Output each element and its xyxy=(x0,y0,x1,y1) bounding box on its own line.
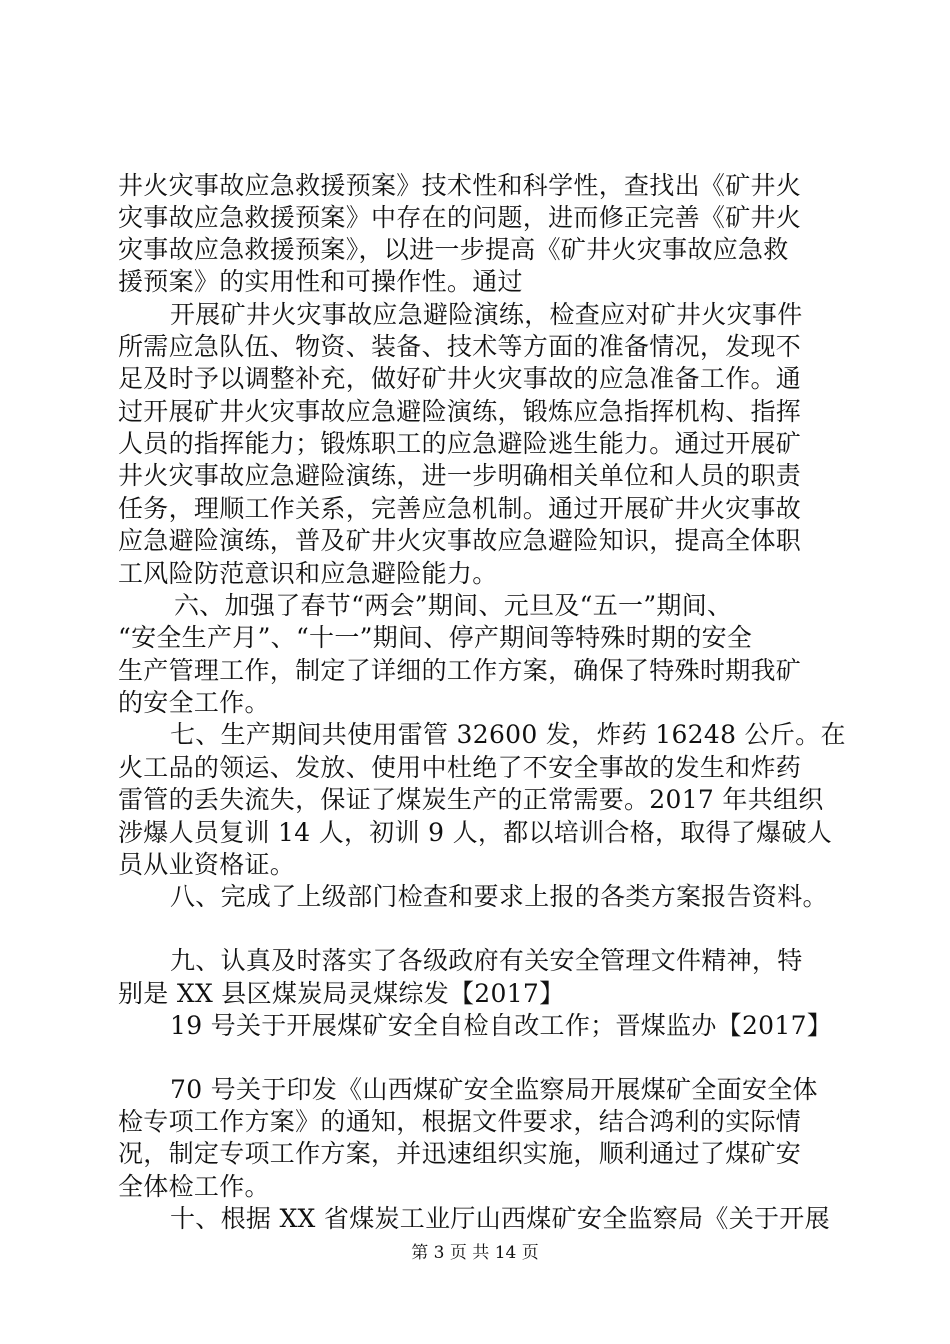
text-line: 所需应急队伍、物资、装备、技术等方面的准备情况，发现不 xyxy=(118,332,802,361)
text-line: 雷管的丢失流失，保证了煤炭生产的正常需要。2017 年共组织 xyxy=(118,785,824,814)
text-line: 井火灾事故应急救援预案》技术性和科学性，查找出《矿井火 xyxy=(118,171,802,200)
text-line: 七、生产期间共使用雷管 32600 发，炸药 16248 公斤。在 xyxy=(170,720,846,749)
text-line: 员从业资格证。 xyxy=(118,850,296,879)
text-line: 火工品的领运、发放、使用中杜绝了不安全事故的发生和炸药 xyxy=(118,753,802,782)
text-line: 检专项工作方案》的通知，根据文件要求，结合鸿利的实际情 xyxy=(118,1107,802,1136)
text-line: 九、认真及时落实了各级政府有关安全管理文件精神，特 xyxy=(170,946,803,975)
text-line: 六、加强了春节“两会”期间、元旦及“五一”期间、 xyxy=(174,591,733,620)
text-line: 井火灾事故应急避险演练，进一步明确相关单位和人员的职责 xyxy=(118,461,802,490)
text-line: 应急避险演练，普及矿井火灾事故应急避险知识，提高全体职 xyxy=(118,526,802,555)
text-line: 况，制定专项工作方案，并迅速组织实施，顺利通过了煤矿安 xyxy=(118,1139,802,1168)
text-line: 涉爆人员复训 14 人，初训 9 人，都以培训合格，取得了爆破人 xyxy=(118,818,833,847)
text-line: 足及时予以调整补充，做好矿井火灾事故的应急准备工作。通 xyxy=(118,364,802,393)
text-line: 生产管理工作，制定了详细的工作方案，确保了特殊时期我矿 xyxy=(118,656,802,685)
page-footer: 第 3 页 共 14 页 xyxy=(411,1243,539,1263)
text-line: 十、根据 XX 省煤炭工业厅山西煤矿安全监察局《关于开展 xyxy=(170,1204,830,1233)
text-line: 任务，理顺工作关系，完善应急机制。通过开展矿井火灾事故 xyxy=(118,494,802,523)
text-line: 工风险防范意识和应急避险能力。 xyxy=(118,559,498,588)
text-line: 人员的指挥能力；锻炼职工的应急避险逃生能力。通过开展矿 xyxy=(118,429,802,458)
text-line: 19 号关于开展煤矿安全自检自改工作；晋煤监办【2017】 xyxy=(170,1011,833,1040)
text-line: 的安全工作。 xyxy=(118,688,270,717)
text-line: 70 号关于印发《山西煤矿安全监察局开展煤矿全面安全体 xyxy=(170,1075,818,1104)
text-line: 过开展矿井火灾事故应急避险演练，锻炼应急指挥机构、指挥 xyxy=(118,397,802,426)
text-line: 援预案》的实用性和可操作性。通过 xyxy=(118,267,523,296)
text-line: “安全生产月”、“十一”期间、停产期间等特殊时期的安全 xyxy=(118,623,753,652)
text-line: 八、完成了上级部门检查和要求上报的各类方案报告资料。 xyxy=(170,882,828,911)
text-line: 开展矿井火灾事故应急避险演练，检查应对矿井火灾事件 xyxy=(170,300,803,329)
text-line: 别是 XX 县区煤炭局灵煤综发【2017】 xyxy=(118,979,565,1008)
text-line: 全体检工作。 xyxy=(118,1172,270,1201)
text-line: 灾事故应急救援预案》中存在的问题，进而修正完善《矿井火 xyxy=(118,203,802,232)
text-line: 灾事故应急救援预案》，以进一步提高《矿井火灾事故应急救 xyxy=(118,235,789,264)
